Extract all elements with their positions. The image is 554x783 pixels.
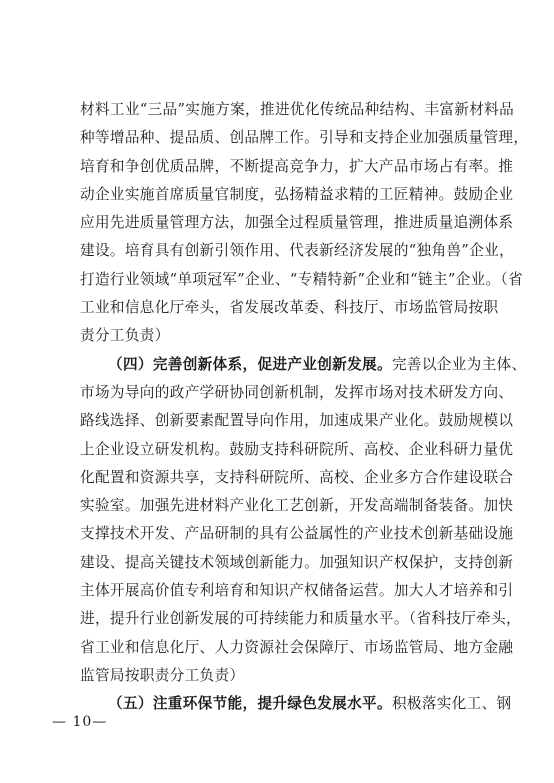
paragraph-line: 上企业设立研发机构。鼓励支持科研院所、高校、企业科研力量优 xyxy=(80,440,514,458)
paragraph-line: 省工业和信息化厅、人力资源社会保障厅、市场监管局、地方金融 xyxy=(80,638,514,656)
section-4-text: 完善以企业为主体、 xyxy=(391,355,527,373)
section-4-first-line xyxy=(80,351,527,379)
paragraph-line: 工业和信息化厅牵头，省发展改革委、科技厅、市场监管局按职 xyxy=(80,299,499,317)
section-4-heading: （四）完善创新体系，促进产业创新发展。 xyxy=(108,355,392,373)
paragraph-line: 实验室。加强先进材料产业化工艺创新，开发高端制备装备。加快 xyxy=(80,497,514,515)
paragraph-line: 种等增品种、提品质、创品牌工作。引导和支持企业加强质量管理， xyxy=(80,129,529,147)
paragraph-line: 建设、提高关键技术领域创新能力。加强知识产权保护，支持创新 xyxy=(80,553,514,571)
document-body xyxy=(80,96,529,719)
paragraph-line: 监管局按职责分工负责） xyxy=(80,666,245,684)
paragraph-line: 动企业实施首席质量官制度，弘扬精益求精的工匠精神。鼓励企业 xyxy=(80,185,514,203)
paragraph-line: 责分工负责） xyxy=(80,327,170,345)
paragraph-line: 进，提升行业创新发展的可持续能力和质量水平。（省科技厅牵头， xyxy=(80,610,522,628)
page-number: — 10— xyxy=(52,714,108,730)
paragraph-line: 化配置和资源共享，支持科研院所、高校、企业多方合作建设联合 xyxy=(80,468,514,486)
paragraph-line: 建设。培育具有创新引领作用、代表新经济发展的“独角兽”企业， xyxy=(80,242,515,260)
paragraph-line: 应用先进质量管理方法，加强全过程质量管理，推进质量追溯体系 xyxy=(80,214,514,232)
paragraph-line: 主体开展高价值专利培育和知识产权储备运营。加大人才培养和引 xyxy=(80,582,514,600)
paragraph-line: 材料工业“三品”实施方案，推进优化传统品种结构、丰富新材料品 xyxy=(80,101,515,118)
paragraph-line: 打造行业领域“单项冠军”企业、“专精特新”企业和“链主”企业。（省 xyxy=(80,270,524,288)
paragraph-line: 市场为导向的政产学研协同创新机制，发挥市场对技术研发方向、 xyxy=(80,383,514,401)
section-5-first-line xyxy=(80,690,512,718)
paragraph-line: 培育和争创优质品牌，不断提高竞争力，扩大产品市场占有率。推 xyxy=(80,157,514,175)
paragraph-line: 路线选择、创新要素配置导向作用，加速成果产业化。鼓励规模以 xyxy=(80,412,514,430)
paragraph-line: 支撑技术开发、产品研制的具有公益属性的产业技术创新基础设施 xyxy=(80,525,514,543)
section-5-heading: （五）注重环保节能，提升绿色发展水平。 xyxy=(108,695,392,713)
section-5-text: 积极落实化工、钢 xyxy=(391,695,512,713)
